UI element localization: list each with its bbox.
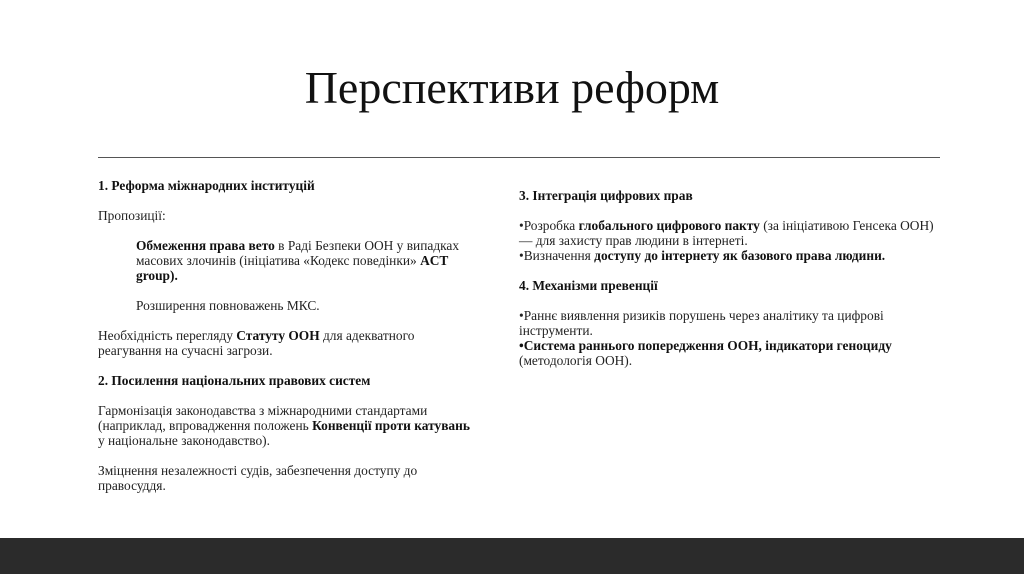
section-4-heading: 4. Механізми превенції — [519, 278, 658, 293]
slide-title: Перспективи реформ — [304, 62, 720, 113]
courts-paragraph: Зміцнення незалежності судів, забезпечення доступу до правосуддя. — [98, 463, 418, 493]
un-charter-paragraph: Необхідність перегляду Статуту ООН для адекватного реагування на сучасні загрози. — [98, 328, 415, 358]
section-1-heading: 1. Реформа міжнародних інституцій — [98, 178, 315, 193]
footer-bar — [0, 538, 1024, 574]
internet-access-bullet: •Визначення доступу до інтернету як базового права людини. — [519, 248, 886, 263]
proposal-icc: Розширення повноважень МКС. — [136, 298, 320, 313]
section-3-heading: 3. Інтеграція цифрових прав — [519, 188, 693, 203]
harmonization-paragraph: Гармонізація законодавства з міжнародними стандартами (наприклад, впровадження положень Конвенції проти катувань у національне законодавство). — [98, 403, 470, 448]
early-detection-bullet: •Раннє виявлення ризиків порушень через аналітику та цифрові інструменти. — [519, 308, 884, 338]
title-divider — [98, 157, 940, 158]
digital-pact-bullet: •Розробка глобального цифрового пакту (за ініціативою Генсека ООН) — для захисту прав людини в інтернеті. — [519, 218, 934, 248]
left-column — [98, 178, 476, 493]
section-2-heading: 2. Посилення національних правових систем — [98, 373, 371, 388]
proposals-label: Пропозиції: — [98, 208, 166, 223]
early-warning-bullet: •Система раннього попередження ООН, індикатори геноциду (методологія ООН). — [519, 338, 892, 368]
right-column — [519, 188, 939, 368]
proposal-veto: Обмеження права вето в Раді Безпеки ООН у випадках масових злочинів (ініціатива «Кодекс поведінки» ACT group). — [136, 238, 460, 283]
